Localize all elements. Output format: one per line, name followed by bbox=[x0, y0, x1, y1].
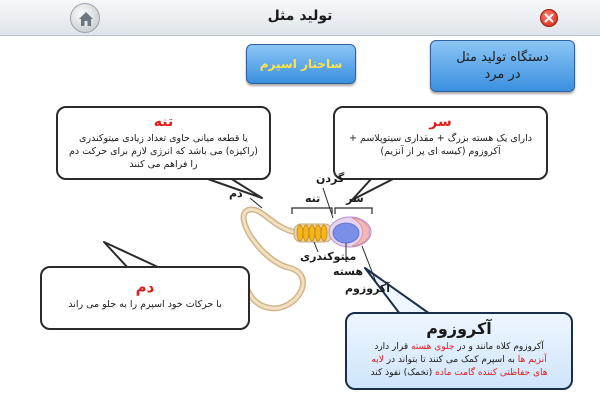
tail-label: دم bbox=[229, 187, 243, 200]
neck-label: گردن bbox=[316, 172, 345, 185]
head-label: سر bbox=[346, 192, 364, 205]
body-callout-text: یا قطعه میانی حاوی تعداد زیادی میتوکندری (راکیزه) می باشد که انرژی لازم برای حرکت دم را فراهم می کنند bbox=[69, 133, 258, 170]
acrosome-label: آکروزوم bbox=[345, 282, 391, 295]
mitochondria-label: میتوکندری bbox=[300, 250, 357, 263]
body-bracket bbox=[292, 208, 332, 214]
head-callout-text: دارای یک هسته بزرگ + مقداری سیتوپلاسم + آکروزوم (کیسه ای پر از آنزیم) bbox=[349, 133, 532, 157]
tail-callout-text: با حرکات خود اسپرم را به جلو می راند bbox=[68, 299, 222, 310]
acrosome-text-1c: قرار دارد bbox=[374, 342, 412, 352]
acrosome-text-2a: آنزیم ها bbox=[517, 355, 547, 365]
acrosome-text-1a: آکروزوم کلاه مانند و در bbox=[454, 342, 544, 352]
body-callout bbox=[56, 106, 271, 180]
tail-callout-pointer bbox=[104, 242, 160, 268]
tail-callout bbox=[40, 266, 250, 330]
acrosome-callout-title: آکروزوم bbox=[426, 319, 492, 338]
system-label-line1: دستگاه تولید مثل bbox=[456, 50, 549, 65]
acrosome-text-2b: به اسپرم کمک می کنند تا بتواند در bbox=[383, 355, 518, 365]
acrosome-text-2c: لایه bbox=[371, 355, 384, 365]
page-title: تولید مثل bbox=[267, 8, 333, 24]
body-label: تنه bbox=[305, 192, 321, 205]
acrosome-text-3a: های حفاظتی کننده گامت ماده bbox=[435, 368, 548, 378]
nucleus-label: هسته bbox=[333, 265, 363, 278]
acrosome-pointer-line bbox=[362, 246, 376, 282]
neck-pointer-line bbox=[323, 188, 333, 218]
acrosome-text-3b: (تخمک) نفوذ کند bbox=[370, 368, 436, 378]
acrosome-callout bbox=[345, 312, 573, 390]
head-callout bbox=[333, 106, 548, 180]
body-callout-title: تنه bbox=[153, 114, 174, 130]
tail-callout-title: دم bbox=[135, 278, 155, 296]
system-label-line2: در مرد bbox=[484, 67, 521, 82]
acrosome-text-1b: جلوی هسته bbox=[411, 342, 455, 352]
sperm-structure-label: ساختار اسپرم bbox=[259, 57, 343, 71]
head-bracket bbox=[335, 208, 372, 214]
nucleus bbox=[333, 223, 359, 243]
mitochondria-coils bbox=[297, 225, 327, 241]
head-callout-title: سر bbox=[429, 114, 452, 130]
acrosome-callout-text bbox=[353, 341, 565, 380]
